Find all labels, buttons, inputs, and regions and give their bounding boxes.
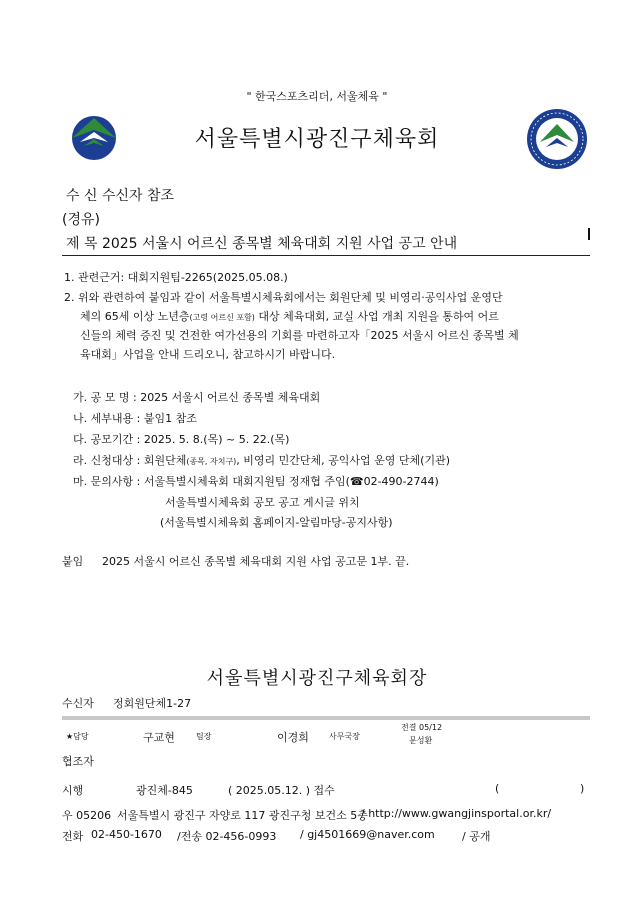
recipients-label: 수신자 (62, 697, 94, 710)
phone-label: 전화 (62, 830, 84, 843)
subject-label: 제 목 (66, 236, 98, 252)
detail-da: 다. 공모기간 : 2025. 5. 8.(목) ~ 5. 22.(목) (73, 433, 290, 446)
recipients-value: 정회원단체1-27 (113, 697, 192, 710)
detail-ra-small: (종목, 자치구) (186, 457, 237, 466)
attachment-value: 2025 서울시 어르신 종목별 체육대회 지원 사업 공고문 1부. 끝. (102, 555, 410, 568)
name-team-lead: 이경희 (277, 731, 309, 744)
homepage-url[interactable]: / http://www.gwangjinsportal.or.kr/ (361, 807, 552, 820)
receipt-close: ) (580, 782, 585, 795)
gwangjin-sports-council-seal-icon (526, 108, 588, 170)
slogan: " 한국스포츠리더, 서울체육 " (246, 90, 388, 103)
item-2-line-2-small: (고령 어르신 포함) (189, 313, 255, 322)
exec-label: 시행 (62, 784, 84, 797)
postal-code: 우 05206 (62, 809, 112, 822)
visibility: / 공개 (462, 830, 491, 843)
org-title: 서울특별시광진구체육회 (194, 127, 440, 152)
header-divider (62, 255, 590, 256)
sender-title: 서울특별시광진구체육회장 (206, 668, 428, 689)
email[interactable]: / gj4501669@naver.com (300, 828, 435, 841)
item-2-line-2 (80, 307, 499, 327)
footer-divider (62, 716, 590, 720)
detail-ma-2: 서울특별시체육회 공모 공고 게시글 위치 (165, 496, 360, 509)
recipient-label: 수 신 (66, 188, 98, 204)
recipient-value: 수신자 참조 (101, 188, 175, 204)
role-secretary-general: 사무국장 (329, 732, 360, 741)
receipt-open: ( (495, 782, 500, 795)
text-cursor (588, 228, 590, 240)
name-staff: 구교현 (143, 731, 175, 744)
item-1: 1. 관련근거: 대회지원팀-2265(2025.05.08.) (64, 271, 288, 284)
detail-ra-a: 라. 신청대상 : 회원단체 (73, 454, 187, 467)
exec-number: 광진체-845 (136, 784, 193, 797)
role-staff: ★담당 (66, 732, 89, 741)
detail-ga: 가. 공 모 명 : 2025 서울시 어르신 종목별 체육대회 (73, 391, 321, 404)
role-team-lead: 팀장 (196, 732, 212, 741)
subject-value: 2025 서울시 어르신 종목별 체육대회 지원 사업 공고 안내 (101, 236, 458, 252)
subject-line (66, 233, 457, 253)
phone-number: 02-450-1670 (91, 828, 162, 841)
detail-ra (73, 451, 450, 471)
address: 서울특별시 광진구 자양로 117 광진구청 보건소 5층 (117, 809, 368, 822)
detail-ra-b: , 비영리 민간단체, 공익사업 운영 단체(기관) (236, 454, 450, 467)
via-label: (경유) (62, 212, 100, 228)
detail-ma-3: (서울특별시체육회 홈페이지-알림마당-공지사항) (160, 516, 393, 529)
item-2-line-4: 육대회」사업을 안내 드리오니, 참고하시기 바랍니다. (80, 348, 336, 361)
exec-date: ( 2025.05.12. ) 접수 (228, 784, 335, 797)
name-approver: 문성환 (409, 736, 433, 745)
item-2-line-2-b: 대상 체육대회, 교실 사업 개최 지원을 통하여 어르 (254, 310, 499, 323)
attachment-label: 붙임 (62, 555, 84, 568)
detail-na: 나. 세부내용 : 붙임1 참조 (73, 412, 197, 425)
item-2-line-1: 2. 위와 관련하여 붙임과 같이 서울특별시체육회에서는 회원단체 및 비영리·공익사업 운영단 (64, 291, 503, 304)
cooperator-label: 협조자 (62, 755, 94, 768)
fax-number: /전송 02-456-0993 (177, 830, 277, 843)
item-2-line-2-a: 체의 65세 이상 노년층 (80, 310, 190, 323)
recipient-line (66, 185, 174, 205)
item-2-line-3: 신들의 체력 증진 및 건전한 여가선용의 기회를 마련하고자「2025 서울시 어르신 종목별 체 (80, 329, 519, 342)
detail-ma: 마. 문의사항 : 서울특별시체육회 대회지원팀 정재협 주임(☎02-490-2744) (73, 475, 439, 488)
role-approval: 전결 05/12 (401, 723, 443, 732)
